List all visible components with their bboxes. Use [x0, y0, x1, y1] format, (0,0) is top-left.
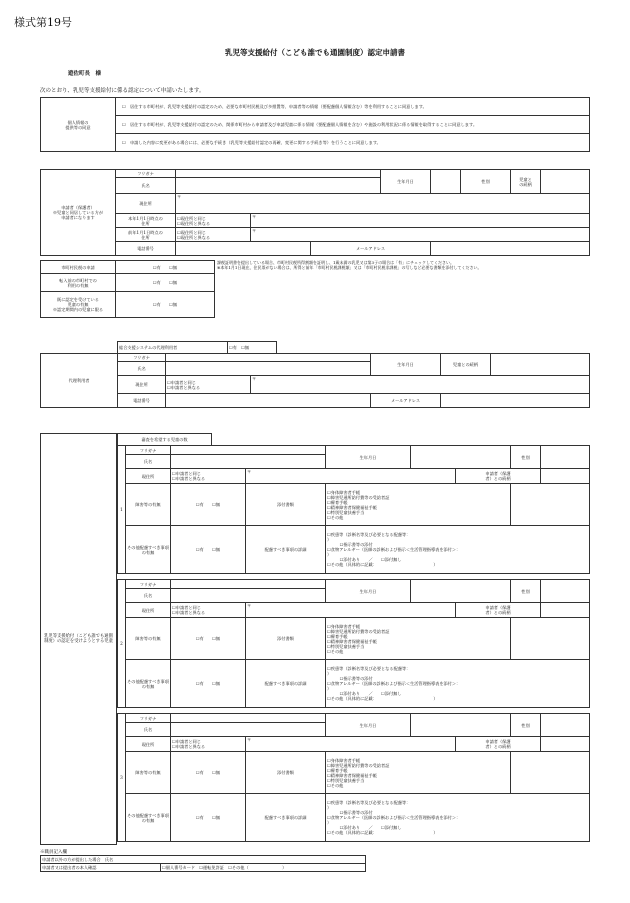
- move-yesno[interactable]: ☐有 ☐無: [116, 274, 215, 292]
- applicant-birth-field[interactable]: [431, 170, 461, 194]
- child-attach-blank: [511, 752, 590, 794]
- proxy-email-label: メールアドレス: [371, 394, 441, 408]
- applicant-jan-same-check[interactable]: ☐現住所と同じ ☐現住所と異なる: [176, 214, 251, 228]
- postal-mark: 〒: [247, 469, 252, 474]
- child-address-field[interactable]: [246, 603, 456, 618]
- applicant-extra-table: [40, 260, 215, 318]
- proxy-address-label: 現住所: [118, 376, 166, 394]
- form-number: 様式第19号: [14, 16, 72, 29]
- proxy-relation-field[interactable]: [491, 354, 590, 376]
- proxy-furigana-field[interactable]: [166, 354, 371, 362]
- child-birth-label: 生年月日: [326, 580, 411, 603]
- proxy-same-check[interactable]: ☐申請者と同じ ☐申請者と異なる: [166, 376, 251, 394]
- proxy-name-label: 氏名: [118, 362, 166, 376]
- move-label: 転入前の市町村での 利用の有無: [41, 274, 116, 292]
- applicant-relation-label: 児童と の続柄: [511, 170, 541, 194]
- tax-yesno[interactable]: ☐有 ☐無: [116, 261, 215, 274]
- child-consider-label: その他配慮すべき事項 の有無: [126, 660, 171, 708]
- office-id-options[interactable]: ☐個人番号カード ☐運転免許証 ☐その他（ ）: [161, 864, 366, 872]
- postal-mark: 〒: [247, 603, 252, 608]
- child-consider-detail-label: 配慮すべき事項の詳細: [246, 526, 326, 574]
- child-address-label: 現住所: [126, 603, 171, 618]
- child-furigana-label: フリガナ: [126, 446, 171, 455]
- child-attach-list[interactable]: ☐身体障害者手帳 ☐障害児通所給付費等の受給者証 ☐療育手帳 ☐精神障害者保健福祉手帳 ☐特別児童扶養手当 ☐その他: [326, 618, 511, 660]
- child-number: 3: [118, 714, 126, 842]
- applicant-sex-label: 性別: [461, 170, 511, 194]
- child-birth-label: 生年月日: [326, 714, 411, 737]
- child-attach-label: 添付書類: [246, 618, 326, 660]
- tax-note: 課税証明書を提出している場合、市町村民税所得割額を証明し、1歳未満の乳児又は第3子の場合は「有」にチェックしてください。 ※本年1月1日現在、住民票がない場合は、所得と前年「市町村民税課税額」又は「市町村民税非課税」の写しなど必要な書類を添付してください。: [217, 260, 482, 270]
- applicant-prev-address-field[interactable]: [251, 228, 590, 242]
- child-attach-list[interactable]: ☐身体障害者手帳 ☐障害児通所給付費等の受給者証 ☐療育手帳 ☐精神障害者保健福祉手帳 ☐特別児童扶養手当 ☐その他: [326, 752, 511, 794]
- proxy-name-field[interactable]: [166, 362, 371, 376]
- child-name-field[interactable]: [171, 723, 326, 737]
- child-disability-label: 障害等の有無: [126, 752, 171, 794]
- prior-label: 既に認定を受けている 児童の有無 ※認定期間内の児童に限る: [41, 292, 116, 318]
- child-relation-label: 申請者（保護 者）との続柄: [456, 469, 541, 484]
- child-disability-yesno[interactable]: ☐有 ☐無: [171, 618, 246, 660]
- applicant-group-label: 申請者（保護者） ※児童と同居している方が 申請者になります: [41, 170, 116, 256]
- child-consider-label: その他配慮すべき事項 の有無: [126, 526, 171, 574]
- child-relation-field[interactable]: [541, 737, 590, 752]
- applicant-relation-field[interactable]: [541, 170, 590, 194]
- applicant-address-field[interactable]: [176, 194, 590, 214]
- proxy-phone-label: 電話番号: [118, 394, 166, 408]
- children-group-label: 乳児等支援給付（こども誰でも通園制度）の認定を受けようとする児童: [44, 633, 113, 644]
- child-address-field[interactable]: [246, 469, 456, 484]
- child-same-check[interactable]: ☐申請者と同じ ☐申請者と異なる: [171, 469, 246, 484]
- child-disability-label: 障害等の有無: [126, 618, 171, 660]
- child-birth-field[interactable]: [411, 714, 511, 737]
- child-attach-label: 添付書類: [246, 752, 326, 794]
- child-consider-yesno[interactable]: ☐有 ☐無: [171, 794, 246, 842]
- child-number: 2: [118, 580, 126, 708]
- applicant-phone-field[interactable]: [176, 242, 311, 256]
- child-furigana-field[interactable]: [171, 714, 326, 723]
- child-disability-yesno[interactable]: ☐有 ☐無: [171, 484, 246, 526]
- child-consider-label: その他配慮すべき事項 の有無: [126, 794, 171, 842]
- postal-mark: 〒: [177, 194, 182, 199]
- office-proxy-row[interactable]: 申請者以外の方が提出した場合 氏名: [41, 856, 366, 864]
- applicant-furigana-field[interactable]: [176, 170, 381, 178]
- applicant-prev-same-check[interactable]: ☐現住所と同じ ☐現住所と異なる: [176, 228, 251, 242]
- child-relation-label: 申請者（保護 者）との続柄: [456, 603, 541, 618]
- child-disability-yesno[interactable]: ☐有 ☐無: [171, 752, 246, 794]
- child-name-label: 氏名: [126, 455, 171, 469]
- child-sex-field[interactable]: [541, 714, 590, 737]
- child-address-field[interactable]: [246, 737, 456, 752]
- child-sex-label: 性別: [511, 580, 541, 603]
- applicant-address-label: 現住所: [116, 194, 176, 214]
- proxy-relation-label: 児童との続柄: [441, 354, 491, 376]
- child-furigana-field[interactable]: [171, 580, 326, 589]
- proxy-label: 代理利用者: [41, 354, 118, 408]
- prior-yesno[interactable]: ☐有 ☐無: [116, 292, 215, 318]
- applicant-table: [40, 169, 590, 256]
- child-furigana-field[interactable]: [171, 446, 326, 455]
- child-furigana-label: フリガナ: [126, 580, 171, 589]
- consent-item-2[interactable]: ☐ 居住する市町村が、乳児等支援給付の認定のため、関係市町村から申請者及び申請児童に係る情報（要配慮個人情報を含む）や施設の利用状況に係る情報を取得することに同意します。: [116, 116, 590, 134]
- child-sex-label: 性別: [511, 446, 541, 469]
- proxy-system-label: 総合支援システムの代理利用者: [118, 342, 228, 354]
- child-address-label: 現住所: [126, 469, 171, 484]
- postal-mark: 〒: [252, 214, 257, 219]
- applicant-furigana-label: フリガナ: [116, 170, 176, 178]
- tax-label: 市町村民税の申請: [41, 261, 116, 274]
- child-same-check[interactable]: ☐申請者と同じ ☐申請者と異なる: [171, 737, 246, 752]
- child-relation-field[interactable]: [541, 469, 590, 484]
- office-table: [40, 855, 366, 872]
- child-relation-field[interactable]: [541, 603, 590, 618]
- applicant-email-field[interactable]: [431, 242, 590, 256]
- child-table: [117, 713, 590, 842]
- form-title: 乳児等支援給付（こども誰でも通園制度）認定申請書: [225, 48, 405, 57]
- proxy-address-field[interactable]: [251, 376, 590, 394]
- child-number: 1: [118, 446, 126, 574]
- child-birth-field[interactable]: [411, 580, 511, 603]
- child-consider-list[interactable]: ☐疾患等（診断名等及び必要となる配慮等： ） ☐指示書等の添付 ☐食物アレルギー（医師の診断および指示＜生活管理指導表を添付＞： ） ☐添付あり ／ ☐添付無し ☐その他（具体的に記載： ）: [326, 660, 590, 708]
- child-sex-label: 性別: [511, 714, 541, 737]
- child-name-label: 氏名: [126, 723, 171, 737]
- child-disability-label: 障害等の有無: [126, 484, 171, 526]
- proxy-system-yesno[interactable]: ☐有 ☐無: [228, 342, 277, 354]
- child-birth-label: 生年月日: [326, 446, 411, 469]
- consent-label: 個人情報の 提供等の同意: [41, 98, 116, 152]
- child-sex-field[interactable]: [541, 446, 590, 469]
- consent-table: [40, 97, 590, 152]
- applicant-email-label: メールアドレス: [311, 242, 431, 256]
- postal-mark: 〒: [252, 228, 257, 233]
- postal-mark: 〒: [252, 376, 257, 381]
- child-consider-yesno[interactable]: ☐有 ☐無: [171, 526, 246, 574]
- applicant-jan-address-field[interactable]: [251, 214, 590, 228]
- child-sex-field[interactable]: [541, 580, 590, 603]
- child-consider-detail-label: 配慮すべき事項の詳細: [246, 660, 326, 708]
- child-relation-label: 申請者（保護 者）との続柄: [456, 737, 541, 752]
- applicant-jan-address-label: 本年1月1日時点の 住所: [116, 214, 176, 228]
- consent-item-1[interactable]: ☐ 居住する市町村が、乳児等支援給付の認定のため、必要な市町村民税及び多措置等、申請者等の情報（要配慮個人情報含む）等を利用することに同意します。: [116, 98, 590, 116]
- child-attach-blank: [511, 618, 590, 660]
- child-consider-detail-label: 配慮すべき事項の詳細: [246, 794, 326, 842]
- children-group-box: [40, 433, 117, 845]
- child-attach-blank: [511, 484, 590, 526]
- child-furigana-label: フリガナ: [126, 714, 171, 723]
- proxy-email-field[interactable]: [441, 394, 590, 408]
- child-table: [117, 579, 590, 708]
- proxy-phone-field[interactable]: [166, 394, 371, 408]
- children-count-label: 審査を希望する児童の数: [118, 434, 212, 446]
- child-name-label: 氏名: [126, 589, 171, 603]
- child-consider-yesno[interactable]: ☐有 ☐無: [171, 660, 246, 708]
- applicant-prev-address-label: 前年1月1日時点の 住所: [116, 228, 176, 242]
- addressee: 遊佐町長 様: [68, 71, 102, 77]
- child-consider-list[interactable]: ☐疾患等（診断名等及び必要となる配慮等： ） ☐指示書等の添付 ☐食物アレルギー（医師の診断および指示＜生活管理指導表を添付＞： ） ☐添付あり ／ ☐添付無し ☐その他（具体的に記載： ）: [326, 794, 590, 842]
- proxy-furigana-label: フリガナ: [118, 354, 166, 362]
- child-name-field[interactable]: [171, 455, 326, 469]
- applicant-birth-label: 生年月日: [381, 170, 431, 194]
- child-consider-list[interactable]: ☐疾患等（診断名等及び必要となる配慮等： ） ☐指示書等の添付 ☐食物アレルギー（医師の診断および指示＜生活管理指導表を添付＞： ） ☐添付あり ／ ☐添付無し ☐その他（具体的に記載： ）: [326, 526, 590, 574]
- child-name-field[interactable]: [171, 589, 326, 603]
- applicant-phone-label: 電話番号: [116, 242, 176, 256]
- applicant-name-field[interactable]: [176, 178, 381, 194]
- child-attach-list[interactable]: ☐身体障害者手帳 ☐障害児通所給付費等の受給者証 ☐療育手帳 ☐精神障害者保健福祉手帳 ☐特別児童扶養手当 ☐その他: [326, 484, 511, 526]
- proxy-birth-label: 生年月日: [371, 354, 441, 376]
- applicant-name-label: 氏名: [116, 178, 176, 194]
- office-title: ※職員記入欄: [40, 850, 67, 855]
- child-birth-field[interactable]: [411, 446, 511, 469]
- child-attach-label: 添付書類: [246, 484, 326, 526]
- intro-text: 次のとおり、乳児等支援給付に係る認定について申請いたします。: [40, 88, 205, 94]
- child-same-check[interactable]: ☐申請者と同じ ☐申請者と異なる: [171, 603, 246, 618]
- consent-item-3[interactable]: ☐ 申請した内容に変更がある場合には、必要な手続き（乳児等支援給付認定の再確、変更に関する手続き等）を行うことに同意します。: [116, 134, 590, 152]
- child-table: [117, 445, 590, 574]
- office-id-label: 申請者又は提出者の本人確認: [41, 864, 161, 872]
- postal-mark: 〒: [247, 737, 252, 742]
- child-address-label: 現住所: [126, 737, 171, 752]
- proxy-table: [40, 353, 590, 408]
